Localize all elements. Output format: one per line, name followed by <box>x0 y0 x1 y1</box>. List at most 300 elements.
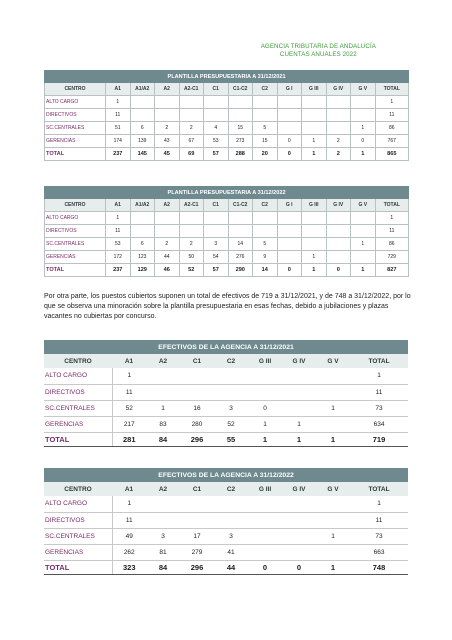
column-header-a2: A2 <box>146 482 180 496</box>
table-cell: 1 <box>112 496 146 512</box>
table-row <box>45 135 409 148</box>
table-cell: 0 <box>248 400 282 416</box>
table-cell <box>228 109 253 122</box>
column-header-a1-a2: A1/A2 <box>130 199 155 212</box>
table-cell <box>146 384 180 400</box>
table-cell <box>204 225 229 238</box>
column-header-g-v: G V <box>316 354 350 368</box>
table-cell: 50 <box>179 251 204 264</box>
column-header-total: TOTAL <box>350 354 408 368</box>
table-cell: 1 <box>302 135 327 148</box>
table-cell <box>130 109 155 122</box>
column-header-a2-c1: A2-C1 <box>179 199 204 212</box>
total-cell: 0 <box>277 148 302 161</box>
table-cell <box>214 384 248 400</box>
row-label: SC.CENTRALES <box>45 238 106 251</box>
total-cell: 1 <box>316 560 350 574</box>
table-row <box>44 416 408 432</box>
total-cell: 0 <box>282 560 316 574</box>
document-header <box>261 43 376 59</box>
column-header-total: TOTAL <box>375 83 409 96</box>
table-cell: 276 <box>228 251 253 264</box>
total-label: TOTAL <box>45 148 106 161</box>
column-header-c2: C2 <box>253 83 278 96</box>
table-cell: 3 <box>214 528 248 544</box>
efectivos-2022-table <box>44 468 408 575</box>
total-cell: 129 <box>130 264 155 277</box>
table-cell <box>179 225 204 238</box>
table-cell <box>326 238 351 251</box>
table-cell: 262 <box>112 544 146 560</box>
table-cell: 11 <box>106 225 131 238</box>
total-cell: 57 <box>204 148 229 161</box>
total-cell: 84 <box>146 432 180 446</box>
total-cell: 323 <box>112 560 146 574</box>
table-cell <box>316 512 350 528</box>
table-cell: 4 <box>204 122 229 135</box>
row-label: DIRECTIVOS <box>45 225 106 238</box>
total-cell: 827 <box>375 264 409 277</box>
table-title-row <box>45 187 409 199</box>
table-cell: 172 <box>106 251 131 264</box>
table-cell: 53 <box>106 238 131 251</box>
table-cell <box>228 96 253 109</box>
table-cell: 1 <box>146 400 180 416</box>
table-cell <box>180 496 214 512</box>
table-cell: 1 <box>375 96 409 109</box>
table-cell: 1 <box>282 416 316 432</box>
table-cell: 2 <box>326 135 351 148</box>
table-cell <box>248 512 282 528</box>
total-cell: 0 <box>277 264 302 277</box>
table-cell <box>351 109 376 122</box>
table-cell <box>146 368 180 384</box>
column-header-a2-c1: A2-C1 <box>179 83 204 96</box>
table-cell <box>248 496 282 512</box>
table-cell: 83 <box>146 416 180 432</box>
table-cell: 9 <box>253 251 278 264</box>
column-header-a1: A1 <box>112 482 146 496</box>
table-cell: 51 <box>106 122 131 135</box>
table-cell: 663 <box>350 544 408 560</box>
row-label: SC.CENTRALES <box>45 122 106 135</box>
column-header-centro: CENTRO <box>44 482 112 496</box>
table-cell <box>277 225 302 238</box>
table-cell <box>253 225 278 238</box>
table-cell <box>302 225 327 238</box>
column-header-g-v: G V <box>351 199 376 212</box>
table-row <box>44 384 408 400</box>
table-cell <box>180 368 214 384</box>
table-cell <box>326 251 351 264</box>
table-cell: 1 <box>248 416 282 432</box>
table-header-row <box>45 83 409 96</box>
table-cell <box>253 212 278 225</box>
table-cell <box>282 544 316 560</box>
table-cell: 1 <box>316 400 350 416</box>
column-header-a1-a2: A1/A2 <box>130 83 155 96</box>
total-label: TOTAL <box>44 432 112 446</box>
table-cell <box>130 212 155 225</box>
table-cell: 1 <box>351 122 376 135</box>
table-cell <box>282 496 316 512</box>
total-cell: 14 <box>253 264 278 277</box>
table-cell: 2 <box>155 122 180 135</box>
column-header-g-iv: G IV <box>326 199 351 212</box>
column-header-a1: A1 <box>112 354 146 368</box>
table-cell <box>326 96 351 109</box>
table-cell <box>316 384 350 400</box>
table-cell <box>180 384 214 400</box>
table-cell: 3 <box>204 238 229 251</box>
column-header-total: TOTAL <box>350 482 408 496</box>
table-cell <box>326 212 351 225</box>
table-cell: 11 <box>112 512 146 528</box>
total-label: TOTAL <box>45 264 106 277</box>
row-label: GERENCIAS <box>44 416 112 432</box>
column-header-c1: C1 <box>180 354 214 368</box>
column-header-g-iv: G IV <box>282 354 316 368</box>
table-cell: 86 <box>375 122 409 135</box>
table-cell <box>302 109 327 122</box>
total-cell: 1 <box>302 264 327 277</box>
body-paragraph: Por otra parte, los puestos cubiertos suponen un total de efectivos de 719 a 31/12/2021, y de 748 a 31/12/2022, por lo que se observa una minoración sobre la plantilla presupuestaria en esas fechas, debido a jubilaciones y plazas vacantes no cubiertas por concurso. <box>44 293 411 320</box>
table-cell: 2 <box>155 238 180 251</box>
table-cell: 174 <box>106 135 131 148</box>
total-cell: 719 <box>350 432 408 446</box>
table-cell: 11 <box>350 512 408 528</box>
row-label: ALTO CARGO <box>44 368 112 384</box>
total-cell: 281 <box>112 432 146 446</box>
column-header-c1: C1 <box>204 199 229 212</box>
total-cell: 237 <box>106 148 131 161</box>
table-cell <box>277 122 302 135</box>
row-label: GERENCIAS <box>45 135 106 148</box>
total-row <box>44 432 408 446</box>
table-cell: 11 <box>112 384 146 400</box>
table-cell <box>248 384 282 400</box>
total-cell: 1 <box>351 264 376 277</box>
table-cell: 41 <box>214 544 248 560</box>
table-cell: 1 <box>106 96 131 109</box>
table-cell <box>302 122 327 135</box>
column-header-g-iii: G III <box>248 482 282 496</box>
table-cell: 2 <box>179 238 204 251</box>
plantilla-2022-table <box>44 186 409 277</box>
table-row <box>44 544 408 560</box>
total-cell: 20 <box>253 148 278 161</box>
table-cell <box>214 368 248 384</box>
table-cell: 86 <box>375 238 409 251</box>
table-cell: 49 <box>112 528 146 544</box>
column-header-centro: CENTRO <box>44 354 112 368</box>
column-header-c1-c2: C1-C2 <box>228 199 253 212</box>
header-line-1: AGENCIA TRIBUTARIA DE ANDALUCÍA <box>260 43 376 50</box>
table-cell: 6 <box>130 238 155 251</box>
table-cell: 73 <box>350 400 408 416</box>
total-row <box>44 560 408 574</box>
table-cell <box>155 225 180 238</box>
table-cell <box>282 528 316 544</box>
table-row <box>44 368 408 384</box>
table-cell: 67 <box>179 135 204 148</box>
column-header-c2: C2 <box>214 482 248 496</box>
table-cell <box>302 96 327 109</box>
column-header-a1: A1 <box>106 83 131 96</box>
table-cell: 1 <box>351 238 376 251</box>
table-cell: 279 <box>180 544 214 560</box>
column-header-a2: A2 <box>146 354 180 368</box>
table-cell: 767 <box>375 135 409 148</box>
table-cell <box>248 368 282 384</box>
column-header-centro: CENTRO <box>45 199 106 212</box>
table-cell: 5 <box>253 122 278 135</box>
table-cell: 16 <box>180 400 214 416</box>
table-cell <box>155 212 180 225</box>
table-cell <box>214 496 248 512</box>
table-cell <box>302 212 327 225</box>
table-cell: 17 <box>180 528 214 544</box>
table-cell: 1 <box>350 368 408 384</box>
row-label: ALTO CARGO <box>45 212 106 225</box>
column-header-a2: A2 <box>155 83 180 96</box>
table-cell <box>214 512 248 528</box>
table-cell <box>316 416 350 432</box>
table-title-row <box>44 468 408 482</box>
column-header-g-iv: G IV <box>326 83 351 96</box>
table-header-row <box>45 199 409 212</box>
table-cell <box>204 96 229 109</box>
table-cell <box>155 109 180 122</box>
table-row <box>44 400 408 416</box>
table-cell: 3 <box>214 400 248 416</box>
table-cell <box>282 400 316 416</box>
total-cell: 296 <box>180 560 214 574</box>
total-cell: 1 <box>351 148 376 161</box>
total-cell: 1 <box>282 432 316 446</box>
table-cell: 11 <box>375 225 409 238</box>
row-label: DIRECTIVOS <box>44 384 112 400</box>
column-header-g-iv: G IV <box>282 482 316 496</box>
total-cell: 57 <box>204 264 229 277</box>
total-cell: 290 <box>228 264 253 277</box>
total-row <box>45 264 409 277</box>
table-title-row <box>44 340 408 354</box>
table-cell: 3 <box>146 528 180 544</box>
column-header-g-v: G V <box>316 482 350 496</box>
table-row <box>44 496 408 512</box>
table-row <box>45 212 409 225</box>
table-cell: 1 <box>112 368 146 384</box>
row-label: GERENCIAS <box>45 251 106 264</box>
table-cell <box>253 96 278 109</box>
table-cell: 0 <box>277 135 302 148</box>
column-header-a1: A1 <box>106 199 131 212</box>
table-cell <box>248 528 282 544</box>
table-cell <box>277 251 302 264</box>
table-cell: 217 <box>112 416 146 432</box>
table-cell <box>326 109 351 122</box>
total-cell: 55 <box>214 432 248 446</box>
column-header-g-iii: G III <box>302 83 327 96</box>
total-cell: 44 <box>214 560 248 574</box>
row-label: SC.CENTRALES <box>44 400 112 416</box>
table-cell: 11 <box>375 109 409 122</box>
table-cell <box>282 512 316 528</box>
table-cell: 2 <box>179 122 204 135</box>
table-cell <box>204 212 229 225</box>
table-cell <box>302 238 327 251</box>
table-cell <box>204 109 229 122</box>
table-title: PLANTILLA PRESUPUESTARIA A 31/12/2022 <box>45 187 409 199</box>
column-header-c1: C1 <box>204 83 229 96</box>
table-cell <box>277 212 302 225</box>
column-header-g-iii: G III <box>302 199 327 212</box>
table-title: EFECTIVOS DE LA AGENCIA A 31/12/2021 <box>44 340 408 354</box>
total-cell: 2 <box>326 148 351 161</box>
table-header-row <box>44 354 408 368</box>
column-header-c1-c2: C1-C2 <box>228 83 253 96</box>
table-cell <box>130 96 155 109</box>
total-cell: 0 <box>248 560 282 574</box>
table-cell: 729 <box>375 251 409 264</box>
table-cell: 634 <box>350 416 408 432</box>
efectivos-2021-table <box>44 340 408 447</box>
total-cell: 1 <box>302 148 327 161</box>
table-cell <box>282 384 316 400</box>
table-row <box>45 225 409 238</box>
total-cell: 288 <box>228 148 253 161</box>
table-cell: 11 <box>106 109 131 122</box>
table-row <box>45 238 409 251</box>
table-cell <box>351 96 376 109</box>
table-cell <box>179 109 204 122</box>
column-header-c2: C2 <box>214 354 248 368</box>
total-cell: 52 <box>179 264 204 277</box>
column-header-c1: C1 <box>180 482 214 496</box>
total-cell: 45 <box>155 148 180 161</box>
table-cell: 123 <box>130 251 155 264</box>
row-label: SC.CENTRALES <box>44 528 112 544</box>
table-cell <box>130 225 155 238</box>
table-cell: 15 <box>253 135 278 148</box>
header-line-2: CUENTAS ANUALES 2022 <box>279 51 357 58</box>
table-cell <box>155 96 180 109</box>
total-cell: 296 <box>180 432 214 446</box>
table-row <box>45 122 409 135</box>
table-cell <box>351 251 376 264</box>
table-cell <box>146 496 180 512</box>
table-cell: 52 <box>112 400 146 416</box>
table-cell: 81 <box>146 544 180 560</box>
table-cell: 1 <box>375 212 409 225</box>
table-cell: 280 <box>180 416 214 432</box>
column-header-g-i: G I <box>277 83 302 96</box>
table-cell: 73 <box>350 528 408 544</box>
total-cell: 145 <box>130 148 155 161</box>
table-cell: 5 <box>253 238 278 251</box>
table-cell <box>326 225 351 238</box>
table-title: PLANTILLA PRESUPUESTARIA A 31/12/2021 <box>45 71 409 83</box>
table-cell <box>326 122 351 135</box>
table-cell <box>316 544 350 560</box>
row-label: ALTO CARGO <box>44 496 112 512</box>
table-row <box>45 96 409 109</box>
plantilla-2021-table <box>44 70 409 161</box>
table-cell <box>351 225 376 238</box>
total-cell: 865 <box>375 148 409 161</box>
table-cell <box>282 368 316 384</box>
table-cell: 54 <box>204 251 229 264</box>
table-cell <box>253 109 278 122</box>
table-cell: 44 <box>155 251 180 264</box>
table-cell: 53 <box>204 135 229 148</box>
table-cell: 1 <box>350 496 408 512</box>
total-cell: 748 <box>350 560 408 574</box>
table-cell: 52 <box>214 416 248 432</box>
row-label: DIRECTIVOS <box>45 109 106 122</box>
total-cell: 1 <box>248 432 282 446</box>
table-title-row <box>45 71 409 83</box>
table-cell: 43 <box>155 135 180 148</box>
table-cell <box>228 225 253 238</box>
table-cell <box>248 544 282 560</box>
table-cell <box>316 368 350 384</box>
total-cell: 237 <box>106 264 131 277</box>
table-cell: 139 <box>130 135 155 148</box>
total-cell: 84 <box>146 560 180 574</box>
table-cell: 14 <box>228 238 253 251</box>
table-cell <box>180 512 214 528</box>
table-cell <box>351 212 376 225</box>
table-cell <box>179 96 204 109</box>
table-cell: 0 <box>351 135 376 148</box>
total-cell: 1 <box>316 432 350 446</box>
column-header-g-i: G I <box>277 199 302 212</box>
table-row <box>45 109 409 122</box>
table-cell <box>179 212 204 225</box>
column-header-centro: CENTRO <box>45 83 106 96</box>
table-cell <box>277 238 302 251</box>
column-header-g-v: G V <box>351 83 376 96</box>
table-cell <box>277 96 302 109</box>
table-row <box>44 512 408 528</box>
table-title: EFECTIVOS DE LA AGENCIA A 31/12/2022 <box>44 468 408 482</box>
table-cell <box>228 212 253 225</box>
total-cell: 46 <box>155 264 180 277</box>
table-row <box>45 251 409 264</box>
total-cell: 69 <box>179 148 204 161</box>
column-header-total: TOTAL <box>375 199 409 212</box>
total-cell: 0 <box>326 264 351 277</box>
table-cell: 1 <box>302 251 327 264</box>
table-cell: 1 <box>316 528 350 544</box>
table-cell <box>146 512 180 528</box>
column-header-g-iii: G III <box>248 354 282 368</box>
column-header-c2: C2 <box>253 199 278 212</box>
row-label: ALTO CARGO <box>45 96 106 109</box>
row-label: GERENCIAS <box>44 544 112 560</box>
table-cell: 15 <box>228 122 253 135</box>
table-cell: 6 <box>130 122 155 135</box>
table-row <box>44 528 408 544</box>
table-cell <box>316 496 350 512</box>
total-label: TOTAL <box>44 560 112 574</box>
total-row <box>45 148 409 161</box>
table-cell: 1 <box>106 212 131 225</box>
table-cell: 11 <box>350 384 408 400</box>
row-label: DIRECTIVOS <box>44 512 112 528</box>
